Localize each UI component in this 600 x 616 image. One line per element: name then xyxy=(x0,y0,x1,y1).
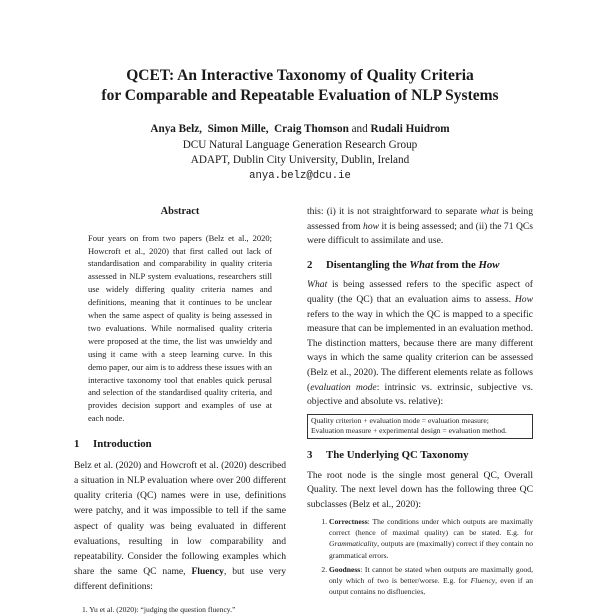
affiliation-line-1: DCU Natural Language Generation Research Group xyxy=(182,138,418,151)
definition-line-1: Quality criterion + evaluation mode = evaluation measure; xyxy=(311,415,489,425)
goodness-term: Goodness xyxy=(329,564,361,574)
right-column xyxy=(307,205,533,600)
text-run: : intrinsic vs. extrinsic, subjective vs. objective and absolute vs. relative): xyxy=(307,381,533,408)
author-block xyxy=(0,122,600,184)
author-names xyxy=(0,122,600,138)
section-title-mid: from the xyxy=(433,258,479,271)
text-run: this: (i) it is not straightforward to separate xyxy=(307,206,481,217)
qc-subclass-list xyxy=(307,516,533,597)
intro-text-end: , but use very different definitions: xyxy=(74,566,286,593)
how-term: How xyxy=(514,293,533,305)
abstract-text: Four years on from two papers (Belz et al., 2020; Howcroft et al., 2020) that first called out lack of standardisation and comparability in quality criteria assessed in NLP system evaluations, researchers still use widely differing quality criteria names and definitions, meaning that it continues to be unclear when the same aspect of quality is being assessed in two evaluations. While normalised quality criteria were proposed at the time, the list was unwieldy and using it came with a steep learning curve. In this demo paper, our aim is to address these issues with an interactive taxonomy tool that enables quick perusal and selection of the standardised quality criteria, and provides decision support and examples of use at each node. xyxy=(88,232,272,424)
text-run: : The conditions under which outputs are maximally correct (hence of maximal quality) can be stated. E.g. for xyxy=(329,517,533,538)
section-title-what: What xyxy=(409,258,434,271)
continued-paragraph xyxy=(307,205,533,249)
evaluation-mode-term: evaluation mode xyxy=(310,381,377,393)
correctness-term: Correctness xyxy=(329,517,368,527)
what-term: What xyxy=(307,279,328,291)
how-term: how xyxy=(363,220,380,232)
author-email: anya.belz@dcu.ie xyxy=(249,169,351,182)
affiliation-line-2: ADAPT, Dublin City University, Dublin, Ireland xyxy=(190,154,410,167)
text-run: , outputs are (maximally) correct if they contain no grammatical errors. xyxy=(329,539,533,560)
intro-text: Belz et al. (2020) and Howcroft et al. (2020) described a situation in NLP evaluation where over 200 different quality criteria (QC) names were in use, definitions were patchy, and it was impossible to tell if the same aspect of quality was being evaluated in different evaluations, resulting in low comparability and repeatability. Consider the following examples which share the same QC name, xyxy=(74,459,286,578)
text-run: refers to the way in which the QC is mapped to a specific measure that can be implemented in an evaluation method. The distinction matters, because there are many different ways in which the same quality criterion can be assessed (Belz et al., 2020). The different elements relate as follows ( xyxy=(307,308,533,393)
example-quote: 1. Yu et al. (2020): “judging the question fluency.” xyxy=(82,604,236,614)
fluency-term: Fluency xyxy=(191,566,224,578)
definition-box xyxy=(307,414,533,439)
section-1-heading xyxy=(74,437,286,452)
fluency-term: Fluency xyxy=(470,575,496,585)
title-line-2: for Comparable and Repeatable Evaluation of NLP Systems xyxy=(101,87,499,104)
paper-title xyxy=(0,66,600,106)
list-item xyxy=(329,516,533,560)
text-run: it is being assessed; and (ii) the 71 QCs were difficult to assimilate and use. xyxy=(307,220,534,247)
abstract-heading: Abstract xyxy=(160,206,200,217)
title-line-1: QCET: An Interactive Taxonomy of Quality Criteria xyxy=(126,67,474,84)
author-name: Rudali Huidrom xyxy=(370,123,450,135)
author-name: Anya Belz, xyxy=(150,123,202,135)
text-run: : It cannot be stated when outputs are maximally good, only which of two is better/worse. E.g. for xyxy=(329,564,533,585)
what-term: what xyxy=(480,206,499,217)
author-separator: and xyxy=(348,123,371,135)
section-title: The Underlying QC Taxonomy xyxy=(326,448,469,461)
section-title: Introduction xyxy=(93,438,152,451)
section-3-heading xyxy=(307,448,533,463)
section-title: Disentangling the xyxy=(326,258,410,271)
section-3-paragraph: The root node is the single most general QC, Overall Quality. The next level down has the following three QC subclasses (Belz et al., 2020): xyxy=(307,469,533,510)
author-name: Craig Thomson xyxy=(274,123,349,135)
section-number: 2 xyxy=(307,258,313,271)
text-run: is being assessed from xyxy=(307,206,533,232)
text-run: , even if an output contains no disfluencies, xyxy=(329,575,534,596)
intro-paragraph xyxy=(74,458,286,595)
section-2-heading xyxy=(307,258,533,273)
grammaticality-term: Grammaticality xyxy=(329,539,378,549)
section-2-paragraph xyxy=(307,278,533,409)
left-column xyxy=(74,205,286,616)
section-number: 3 xyxy=(307,448,313,461)
author-name: Simon Mille, xyxy=(207,123,269,135)
section-title-how: How xyxy=(478,258,500,271)
definition-line-2: Evaluation measure + experimental design = evaluation method. xyxy=(311,426,507,436)
text-run: is being assessed refers to the specific aspect of quality (the QC) that an evaluation aims to assess. xyxy=(307,279,533,305)
list-item xyxy=(329,564,533,597)
section-number: 1 xyxy=(74,438,80,451)
